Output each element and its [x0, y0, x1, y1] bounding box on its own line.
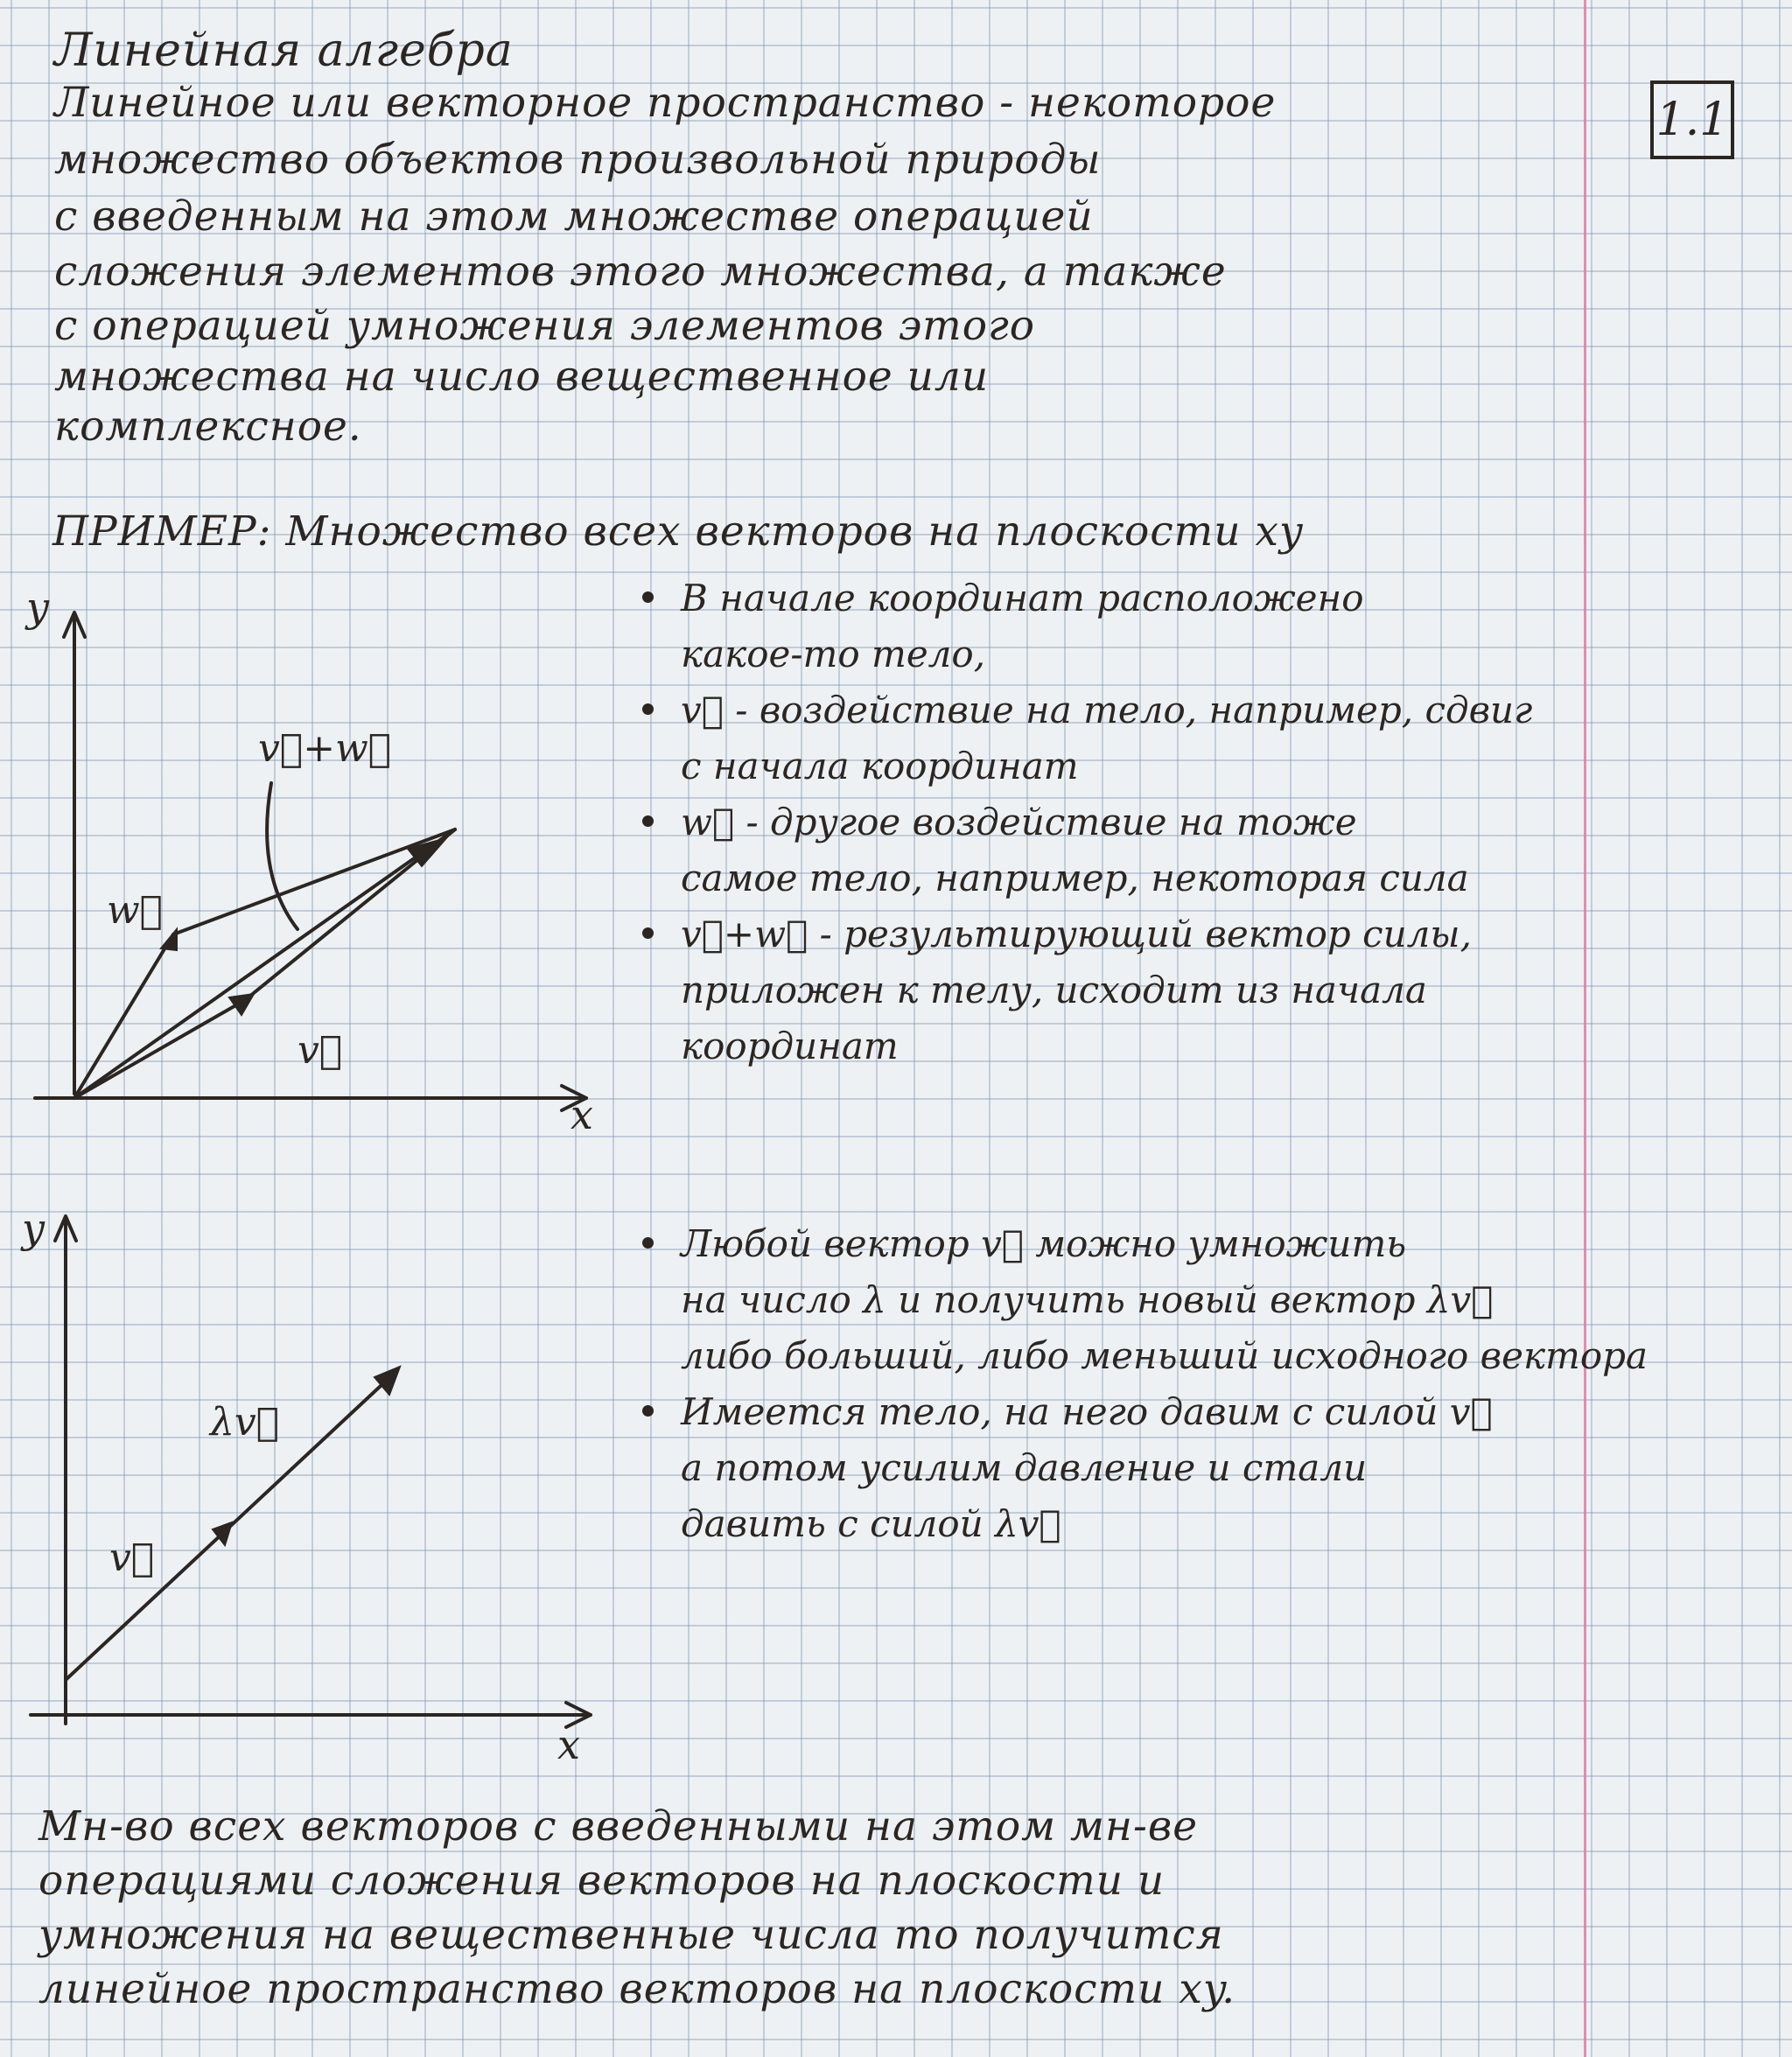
vector-sum-label: v⃗+w⃗: [258, 726, 392, 771]
bullet-line: w⃗ - другое воздействие на тоже: [681, 801, 1357, 843]
bullet-dot: [642, 815, 654, 827]
bullet-dot: [642, 927, 654, 939]
bullet-item: [639, 682, 1532, 794]
definition-line: с операцией умножения элементов этого: [54, 302, 1036, 350]
scaling-bullet-list: [639, 1216, 1648, 1552]
page-number-box: 1.1: [1650, 80, 1734, 159]
bullet-item: [639, 794, 1532, 906]
example-bullet-list: [639, 570, 1532, 1074]
bullet-line: приложен к телу, исходит из начала: [681, 969, 1427, 1011]
bullet-line: с начала координат: [681, 745, 1079, 787]
bullet-line: какое-то тело,: [681, 633, 986, 675]
bullet-dot: [642, 703, 654, 715]
bullet-dot: [642, 591, 654, 603]
definition-line: с введенным на этом множестве операцией: [54, 192, 1094, 241]
bullet-item: [639, 1384, 1648, 1552]
bullet-line: либо больший, либо меньший исходного вектора: [681, 1334, 1648, 1377]
bullet-dot: [642, 1405, 654, 1417]
bullet-line: на число λ и получить новый вектор λv⃗: [681, 1278, 1494, 1321]
summary-line: Мн-во всех векторов с введенными на этом мн-ве: [38, 1802, 1199, 1851]
bullet-item: [639, 1216, 1648, 1384]
summary-line: линейное пространство векторов на плоскости xy.: [38, 1965, 1236, 2013]
bullet-line: координат: [681, 1025, 899, 1067]
definition-line: множество объектов произвольной природы: [54, 136, 1102, 184]
bullet-line: v⃗+w⃗ - результирующий вектор силы,: [681, 913, 1472, 955]
bullet-line: а потом усилим давление и стали: [681, 1446, 1368, 1489]
vector-v-label: v⃗: [298, 1028, 343, 1073]
bullet-item: [639, 570, 1532, 682]
example-label: ПРИМЕР: Множество всех векторов на плоскости xy: [52, 507, 1304, 556]
definition-line: сложения элементов этого множества, а также: [54, 248, 1227, 296]
bullet-line: Любой вектор v⃗ можно умножить: [681, 1222, 1407, 1265]
y-axis-label: y: [22, 1205, 45, 1252]
label-pointer: [267, 783, 298, 929]
summary-line: умножения на вещественные числа то получится: [38, 1911, 1224, 1959]
vector-v-label: v⃗: [109, 1536, 155, 1580]
definition-line: комплексное.: [54, 402, 362, 451]
vector-v: [74, 1000, 245, 1098]
x-axis-label: x: [570, 1091, 593, 1138]
vector-sum: [74, 829, 455, 1098]
parallelogram-side: [173, 829, 455, 934]
vector-w: [74, 934, 173, 1098]
bullet-dot: [642, 1237, 654, 1249]
definition-line: множества на число вещественное или: [54, 353, 990, 401]
vector-sum-diagram: [26, 584, 630, 1138]
bullet-line: Имеется тело, на него давим с силой v⃗: [681, 1390, 1493, 1433]
bullet-line: v⃗ - воздействие на тело, например, сдвиг: [681, 689, 1533, 731]
scalar-multiplication-diagram: [22, 1199, 626, 1768]
bullet-line: В начале координат расположено: [681, 577, 1364, 619]
x-axis-label: x: [557, 1721, 580, 1768]
bullet-item: [639, 906, 1532, 1074]
y-axis-label: y: [26, 584, 49, 631]
definition-line: Линейное или векторное пространство - некоторое: [54, 79, 1277, 127]
bullet-line: самое тело, например, некоторая сила: [681, 857, 1469, 899]
parallelogram-side: [245, 829, 455, 1000]
bullet-line: давить с силой λv⃗: [681, 1502, 1061, 1545]
margin-line: [1584, 0, 1586, 2057]
summary-line: операциями сложения векторов на плоскости и: [38, 1857, 1166, 1905]
vector-lambda-v-label: λv⃗: [210, 1400, 280, 1445]
page-title: Линейная алгебра: [54, 24, 514, 77]
vector-w-label: w⃗: [107, 888, 164, 933]
